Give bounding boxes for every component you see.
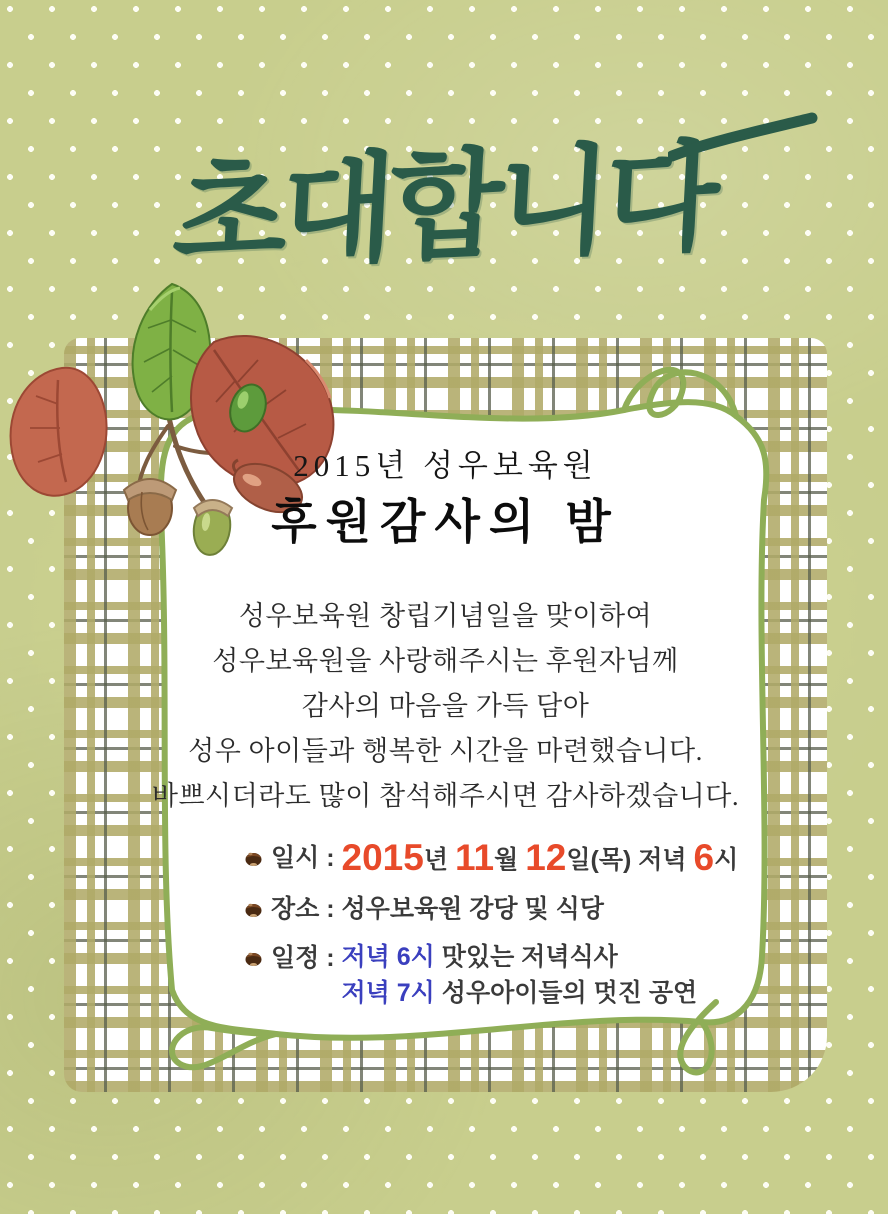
detail-row-schedule [244,941,827,1013]
acorn-bullet-icon [244,947,263,967]
card-content [64,338,827,1092]
calligraphy-text: 초대합니다 [170,126,717,285]
colon: : [319,944,342,972]
card-title: 후원감사의 밤 [271,495,620,548]
schedule-line: 저녁 6시 맛있는 저녁식사 [341,943,618,971]
location-value: 성우보육원 강당 및 식당 [341,895,604,923]
card-subtitle: 2015년 성우보육원 [293,448,598,483]
invitation-message [152,594,739,819]
message-line: 성우보육원 창립기념일을 맞이하여 [238,601,653,631]
location-label: 장소 [271,895,320,923]
schedule-lines [342,941,698,1013]
message-line: 성우보육원을 사랑해주시는 후원자님께 [212,646,679,676]
colon: : [319,844,342,872]
message-line: 감사의 마음을 가득 담아 [301,691,590,721]
datetime-value: 2015년 11월 12일(목) 저녁 6시 [341,837,739,878]
datetime-label: 일시 [271,844,320,872]
detail-row-datetime [244,837,827,878]
acorn-bullet-icon [244,898,263,918]
message-line: 성우 아이들과 행복한 시간을 마련했습니다. [188,736,703,766]
message-line: 바쁘시더라도 많이 참석해주시면 감사하겠습니다. [151,781,740,811]
detail-row-location [244,892,827,926]
calligraphy-swash-stroke [668,108,818,168]
acorn-bullet-icon [244,847,263,867]
colon: : [319,895,342,923]
event-details [64,837,827,1028]
schedule-label: 일정 [271,944,320,972]
schedule-line: 저녁 7시 성우아이들의 멋진 공연 [341,979,698,1007]
